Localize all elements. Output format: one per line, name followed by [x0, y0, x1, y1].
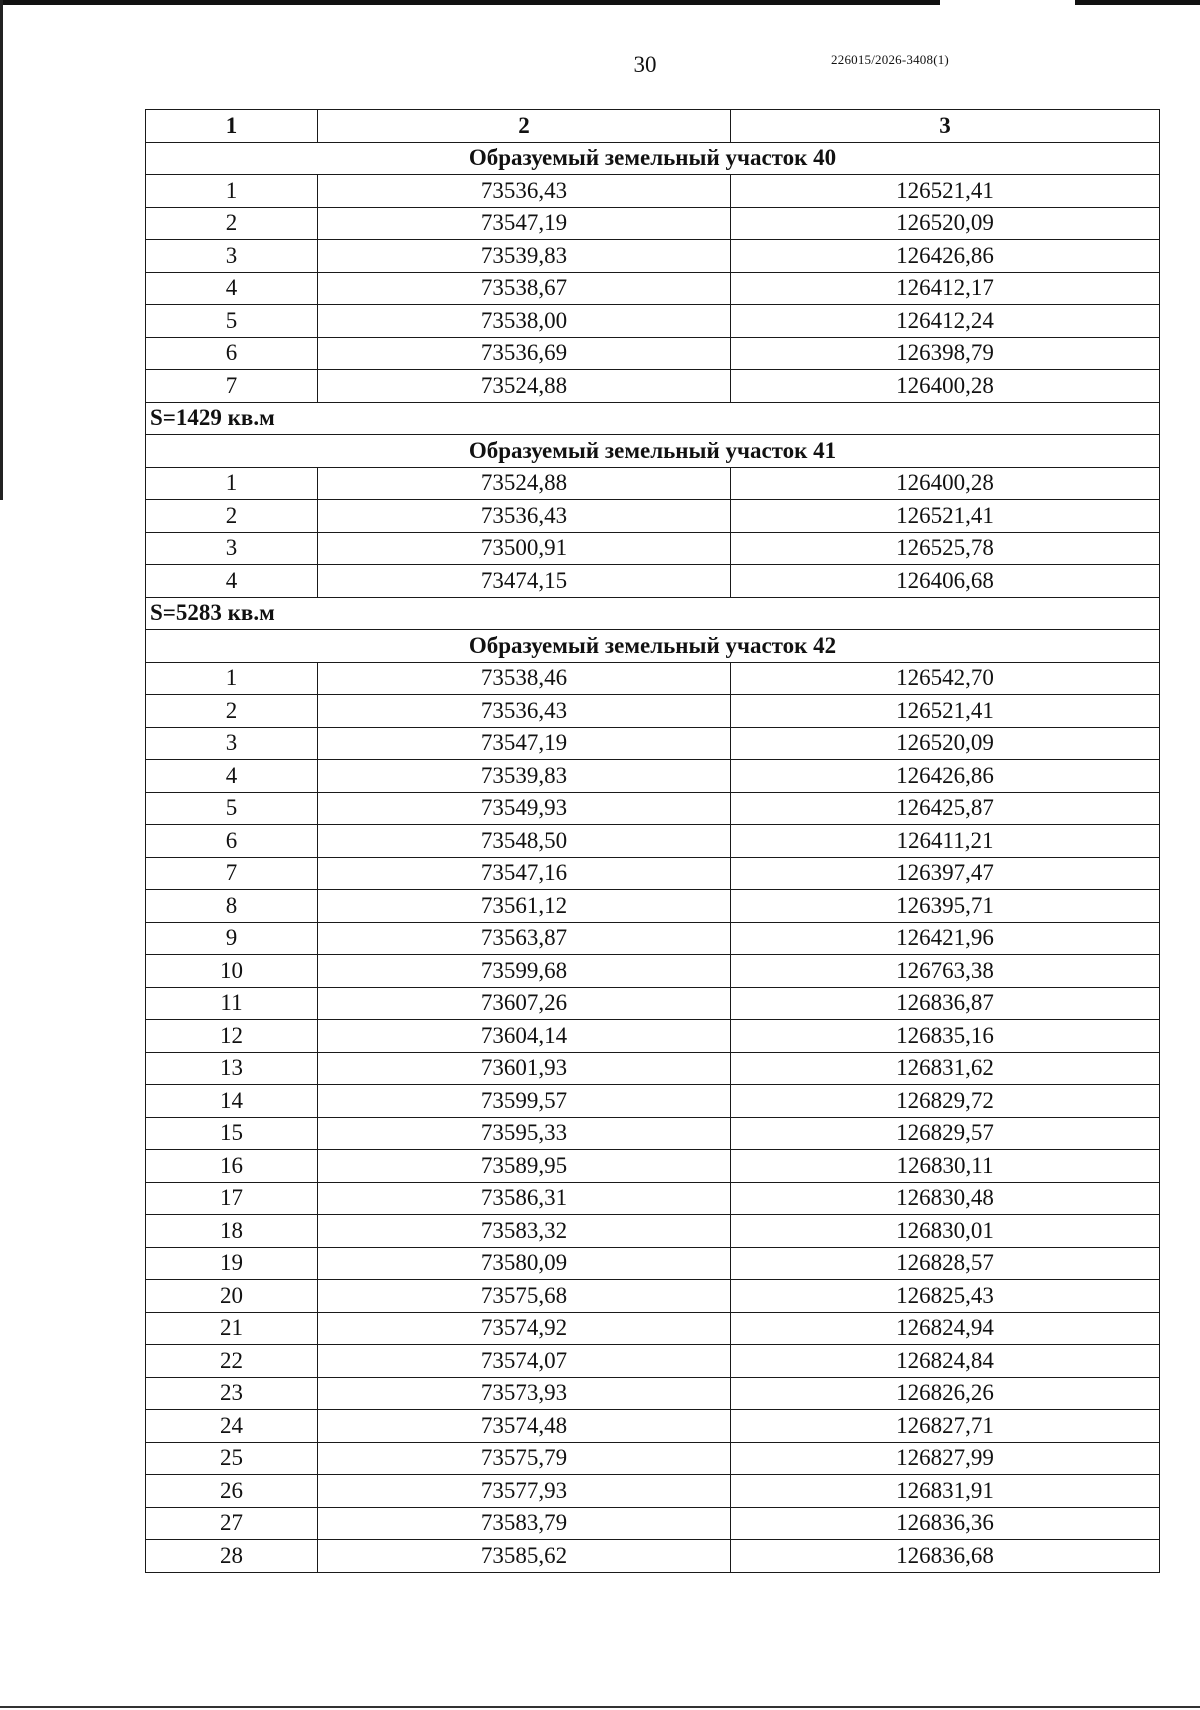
- y-coordinate-cell: 126397,47: [731, 857, 1160, 890]
- table-row: [146, 857, 1160, 890]
- table-row: [146, 987, 1160, 1020]
- y-coordinate-cell: 126825,43: [731, 1280, 1160, 1313]
- x-coordinate-cell: 73599,68: [318, 955, 731, 988]
- point-number-cell: 13: [146, 1052, 318, 1085]
- x-coordinate-cell: 73563,87: [318, 922, 731, 955]
- y-coordinate-cell: 126421,96: [731, 922, 1160, 955]
- x-coordinate-cell: 73583,79: [318, 1507, 731, 1540]
- table-row: [146, 240, 1160, 273]
- coordinates-table: [145, 109, 1160, 1573]
- table-row: [146, 792, 1160, 825]
- column-header-2: 2: [318, 110, 731, 143]
- x-coordinate-cell: 73574,92: [318, 1312, 731, 1345]
- table-row: [146, 825, 1160, 858]
- column-header-3: 3: [731, 110, 1160, 143]
- y-coordinate-cell: 126830,48: [731, 1182, 1160, 1215]
- x-coordinate-cell: 73524,88: [318, 467, 731, 500]
- parcel-title: Образуемый земельный участок 41: [146, 435, 1160, 468]
- table-row: [146, 370, 1160, 403]
- y-coordinate-cell: 126826,26: [731, 1377, 1160, 1410]
- table-row: [146, 272, 1160, 305]
- point-number-cell: 16: [146, 1150, 318, 1183]
- point-number-cell: 11: [146, 987, 318, 1020]
- y-coordinate-cell: 126411,21: [731, 825, 1160, 858]
- y-coordinate-cell: 126520,09: [731, 207, 1160, 240]
- x-coordinate-cell: 73583,32: [318, 1215, 731, 1248]
- x-coordinate-cell: 73547,16: [318, 857, 731, 890]
- y-coordinate-cell: 126525,78: [731, 532, 1160, 565]
- table-row: [146, 1507, 1160, 1540]
- x-coordinate-cell: 73604,14: [318, 1020, 731, 1053]
- point-number-cell: 4: [146, 272, 318, 305]
- y-coordinate-cell: 126824,94: [731, 1312, 1160, 1345]
- x-coordinate-cell: 73586,31: [318, 1182, 731, 1215]
- y-coordinate-cell: 126828,57: [731, 1247, 1160, 1280]
- table-row: [146, 1442, 1160, 1475]
- point-number-cell: 28: [146, 1540, 318, 1573]
- x-coordinate-cell: 73547,19: [318, 727, 731, 760]
- point-number-cell: 21: [146, 1312, 318, 1345]
- x-coordinate-cell: 73589,95: [318, 1150, 731, 1183]
- table-row: [146, 760, 1160, 793]
- y-coordinate-cell: 126542,70: [731, 662, 1160, 695]
- table-row: [146, 175, 1160, 208]
- x-coordinate-cell: 73536,43: [318, 500, 731, 533]
- table-row: [146, 1540, 1160, 1573]
- point-number-cell: 20: [146, 1280, 318, 1313]
- table-row: [146, 662, 1160, 695]
- table-row: [146, 1475, 1160, 1508]
- point-number-cell: 6: [146, 337, 318, 370]
- x-coordinate-cell: 73536,43: [318, 175, 731, 208]
- x-coordinate-cell: 73474,15: [318, 565, 731, 598]
- point-number-cell: 25: [146, 1442, 318, 1475]
- x-coordinate-cell: 73549,93: [318, 792, 731, 825]
- table-row: [146, 1215, 1160, 1248]
- scan-top-border: [0, 0, 940, 5]
- area-row: [146, 402, 1160, 435]
- x-coordinate-cell: 73538,67: [318, 272, 731, 305]
- parcel-title: Образуемый земельный участок 40: [146, 142, 1160, 175]
- point-number-cell: 5: [146, 792, 318, 825]
- point-number-cell: 27: [146, 1507, 318, 1540]
- table-row: [146, 467, 1160, 500]
- x-coordinate-cell: 73575,68: [318, 1280, 731, 1313]
- point-number-cell: 2: [146, 695, 318, 728]
- x-coordinate-cell: 73574,07: [318, 1345, 731, 1378]
- table-row: [146, 922, 1160, 955]
- y-coordinate-cell: 126426,86: [731, 760, 1160, 793]
- parcel-area: S=5283 кв.м: [146, 597, 1160, 630]
- x-coordinate-cell: 73607,26: [318, 987, 731, 1020]
- x-coordinate-cell: 73539,83: [318, 760, 731, 793]
- y-coordinate-cell: 126831,91: [731, 1475, 1160, 1508]
- table-row: [146, 1345, 1160, 1378]
- y-coordinate-cell: 126831,62: [731, 1052, 1160, 1085]
- table-row: [146, 305, 1160, 338]
- y-coordinate-cell: 126824,84: [731, 1345, 1160, 1378]
- point-number-cell: 3: [146, 532, 318, 565]
- x-coordinate-cell: 73538,00: [318, 305, 731, 338]
- y-coordinate-cell: 126836,36: [731, 1507, 1160, 1540]
- point-number-cell: 22: [146, 1345, 318, 1378]
- table-row: [146, 1150, 1160, 1183]
- y-coordinate-cell: 126521,41: [731, 695, 1160, 728]
- table-row: [146, 1312, 1160, 1345]
- point-number-cell: 2: [146, 207, 318, 240]
- y-coordinate-cell: 126829,57: [731, 1117, 1160, 1150]
- x-coordinate-cell: 73547,19: [318, 207, 731, 240]
- y-coordinate-cell: 126836,87: [731, 987, 1160, 1020]
- point-number-cell: 7: [146, 370, 318, 403]
- parcel-title: Образуемый земельный участок 42: [146, 630, 1160, 663]
- scan-bottom-border: [0, 1706, 1200, 1708]
- y-coordinate-cell: 126827,99: [731, 1442, 1160, 1475]
- x-coordinate-cell: 73548,50: [318, 825, 731, 858]
- x-coordinate-cell: 73575,79: [318, 1442, 731, 1475]
- y-coordinate-cell: 126827,71: [731, 1410, 1160, 1443]
- x-coordinate-cell: 73539,83: [318, 240, 731, 273]
- y-coordinate-cell: 126406,68: [731, 565, 1160, 598]
- x-coordinate-cell: 73536,69: [318, 337, 731, 370]
- table-row: [146, 207, 1160, 240]
- x-coordinate-cell: 73573,93: [318, 1377, 731, 1410]
- y-coordinate-cell: 126426,86: [731, 240, 1160, 273]
- table-row: [146, 955, 1160, 988]
- x-coordinate-cell: 73599,57: [318, 1085, 731, 1118]
- table-row: [146, 565, 1160, 598]
- table-row: [146, 1247, 1160, 1280]
- point-number-cell: 17: [146, 1182, 318, 1215]
- point-number-cell: 1: [146, 175, 318, 208]
- table-row: [146, 727, 1160, 760]
- y-coordinate-cell: 126412,24: [731, 305, 1160, 338]
- y-coordinate-cell: 126835,16: [731, 1020, 1160, 1053]
- table-row: [146, 500, 1160, 533]
- point-number-cell: 3: [146, 727, 318, 760]
- table-row: [146, 695, 1160, 728]
- x-coordinate-cell: 73595,33: [318, 1117, 731, 1150]
- column-header-1: 1: [146, 110, 318, 143]
- table-row: [146, 1085, 1160, 1118]
- point-number-cell: 12: [146, 1020, 318, 1053]
- y-coordinate-cell: 126425,87: [731, 792, 1160, 825]
- point-number-cell: 4: [146, 565, 318, 598]
- y-coordinate-cell: 126836,68: [731, 1540, 1160, 1573]
- table-row: [146, 1020, 1160, 1053]
- table-row: [146, 1052, 1160, 1085]
- parcel-title-row: [146, 142, 1160, 175]
- point-number-cell: 6: [146, 825, 318, 858]
- y-coordinate-cell: 126412,17: [731, 272, 1160, 305]
- point-number-cell: 19: [146, 1247, 318, 1280]
- x-coordinate-cell: 73538,46: [318, 662, 731, 695]
- point-number-cell: 10: [146, 955, 318, 988]
- table-row: [146, 1410, 1160, 1443]
- point-number-cell: 1: [146, 467, 318, 500]
- point-number-cell: 24: [146, 1410, 318, 1443]
- parcel-title-row: [146, 630, 1160, 663]
- point-number-cell: 3: [146, 240, 318, 273]
- table-row: [146, 1117, 1160, 1150]
- point-number-cell: 1: [146, 662, 318, 695]
- y-coordinate-cell: 126398,79: [731, 337, 1160, 370]
- point-number-cell: 2: [146, 500, 318, 533]
- point-number-cell: 4: [146, 760, 318, 793]
- table-row: [146, 1377, 1160, 1410]
- point-number-cell: 9: [146, 922, 318, 955]
- table-row: [146, 337, 1160, 370]
- point-number-cell: 23: [146, 1377, 318, 1410]
- y-coordinate-cell: 126395,71: [731, 890, 1160, 923]
- point-number-cell: 18: [146, 1215, 318, 1248]
- y-coordinate-cell: 126830,11: [731, 1150, 1160, 1183]
- x-coordinate-cell: 73524,88: [318, 370, 731, 403]
- x-coordinate-cell: 73561,12: [318, 890, 731, 923]
- point-number-cell: 14: [146, 1085, 318, 1118]
- table-header-row: [146, 110, 1160, 143]
- document-code: 226015/2026-3408(1): [831, 52, 949, 67]
- y-coordinate-cell: 126829,72: [731, 1085, 1160, 1118]
- scan-left-edge: [0, 0, 3, 500]
- point-number-cell: 26: [146, 1475, 318, 1508]
- table-row: [146, 532, 1160, 565]
- point-number-cell: 15: [146, 1117, 318, 1150]
- table-row: [146, 890, 1160, 923]
- point-number-cell: 5: [146, 305, 318, 338]
- y-coordinate-cell: 126830,01: [731, 1215, 1160, 1248]
- point-number-cell: 7: [146, 857, 318, 890]
- area-row: [146, 597, 1160, 630]
- x-coordinate-cell: 73577,93: [318, 1475, 731, 1508]
- x-coordinate-cell: 73601,93: [318, 1052, 731, 1085]
- point-number-cell: 8: [146, 890, 318, 923]
- x-coordinate-cell: 73500,91: [318, 532, 731, 565]
- y-coordinate-cell: 126400,28: [731, 370, 1160, 403]
- y-coordinate-cell: 126763,38: [731, 955, 1160, 988]
- parcel-title-row: [146, 435, 1160, 468]
- page-number: 30: [633, 52, 657, 77]
- table-row: [146, 1280, 1160, 1313]
- y-coordinate-cell: 126400,28: [731, 467, 1160, 500]
- x-coordinate-cell: 73536,43: [318, 695, 731, 728]
- y-coordinate-cell: 126520,09: [731, 727, 1160, 760]
- y-coordinate-cell: 126521,41: [731, 500, 1160, 533]
- x-coordinate-cell: 73574,48: [318, 1410, 731, 1443]
- x-coordinate-cell: 73580,09: [318, 1247, 731, 1280]
- scan-top-border-right: [1075, 0, 1200, 5]
- parcel-area: S=1429 кв.м: [146, 402, 1160, 435]
- table-row: [146, 1182, 1160, 1215]
- y-coordinate-cell: 126521,41: [731, 175, 1160, 208]
- x-coordinate-cell: 73585,62: [318, 1540, 731, 1573]
